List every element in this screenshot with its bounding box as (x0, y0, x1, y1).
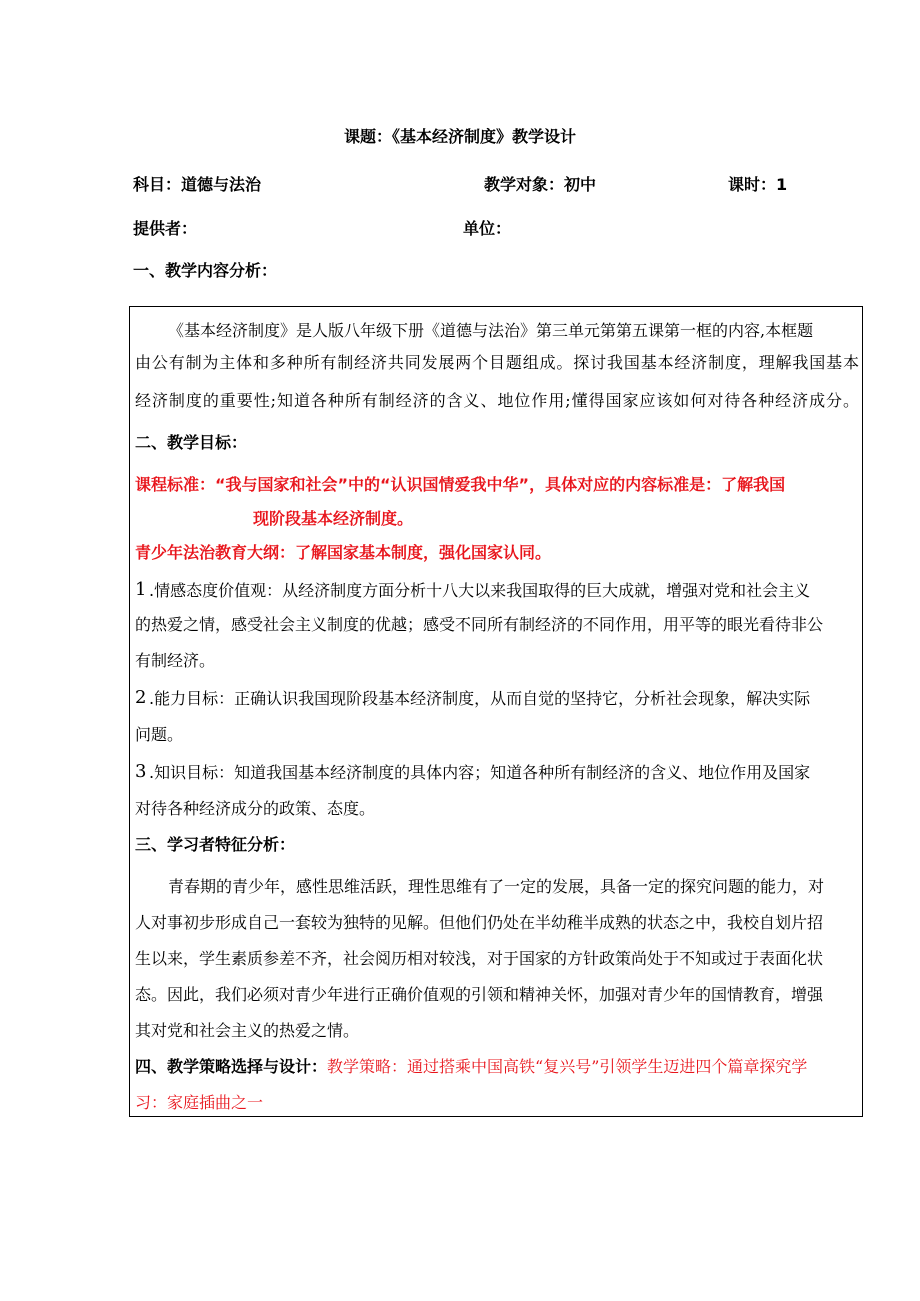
goal-text: 的热爱之情，感受社会主义制度的优越；感受不同所有制经济的不同作用，用平等的眼光看待非公 (135, 615, 824, 634)
goal-text: 问题。 (135, 725, 184, 744)
goal-text: .能力目标：正确认识我国现阶段基本经济制度，从而自觉的坚持它，分析社会现象，解决实际 (149, 689, 811, 708)
goal-text: 对待各种经济成分的政策、态度。 (135, 799, 376, 818)
strategy-paragraph (135, 1057, 859, 1077)
goal-number: 3 (135, 761, 147, 782)
section3-title: 三、学习者特征分析： (135, 835, 296, 854)
curriculum-standard-cont: 现阶段基本经济制度。 (253, 509, 414, 528)
teaching-strategy: 教学策略：通过搭乘中国高铁“复兴号”引领学生迈进四个篇章探究学 (327, 1057, 808, 1076)
teaching-strategy-cont: 习：家庭插曲之一 (135, 1093, 264, 1112)
target-field: 教学对象：初中 (484, 175, 597, 194)
section1-title: 一、教学内容分析： (133, 261, 278, 280)
learner-line: 人对事初步形成自己一套较为独特的见解。但他们仍处在半幼稚半成熟的状态之中，我校自划片招 (135, 913, 824, 932)
subject-field: 科目：道德与法治 (133, 175, 262, 194)
analysis-line: 《基本经济制度》是人版八年级下册《道德与法治》第三单元第第五课第一框的内容,本框题 (168, 321, 814, 340)
analysis-line: 由公有制为主体和多种所有制经济共同发展两个目题组成。探讨我国基本经济制度，理解我国基本 (135, 353, 859, 372)
learner-line: 生以来，学生素质参差不齐，社会阅历相对较浅，对于国家的方针政策尚处于不知或过于表面化状 (135, 949, 824, 968)
goal-text: 有制经济。 (135, 651, 216, 670)
learner-line: 其对党和社会主义的热爱之情。 (135, 1021, 360, 1040)
analysis-line: 经济制度的重要性;知道各种所有制经济的含义、地位作用;懂得国家应该如何对待各种经济成分。 (135, 391, 859, 410)
goal-text: .情感态度价值观：从经济制度方面分析十八大以来我国取得的巨大成就，增强对党和社会主义 (149, 581, 811, 600)
document-title: 课题：《基本经济制度》教学设计 (343, 127, 576, 146)
unit-field: 单位： (463, 219, 512, 238)
content-table-cell (129, 306, 863, 1117)
learner-line: 青春期的青少年，感性思维活跃，理性思维有了一定的发展，具备一定的探究问题的能力，对 (168, 877, 825, 896)
hours-field: 课时：1 (728, 175, 788, 194)
goal-text: .知识目标：知道我国基本经济制度的具体内容；知道各种所有制经济的含义、地位作用及国家 (149, 763, 811, 782)
curriculum-standard: 课程标准：“我与国家和社会”中的“认识国情爱我中华”，具体对应的内容标准是：了解我国 (135, 475, 786, 494)
goal-number: 1 (135, 579, 147, 600)
section4-title: 四、教学策略选择与设计： (135, 1057, 328, 1076)
learner-line: 态。因此，我们必须对青少年进行正确价值观的引领和精神关怀，加强对青少年的国情教育，增强 (135, 985, 824, 1004)
legal-education-outline: 青少年法治教育大纲：了解国家基本制度，强化国家认同。 (135, 543, 552, 562)
section2-title: 二、教学目标： (135, 433, 248, 452)
provider-field: 提供者： (133, 219, 198, 238)
goal-number: 2 (135, 687, 147, 708)
